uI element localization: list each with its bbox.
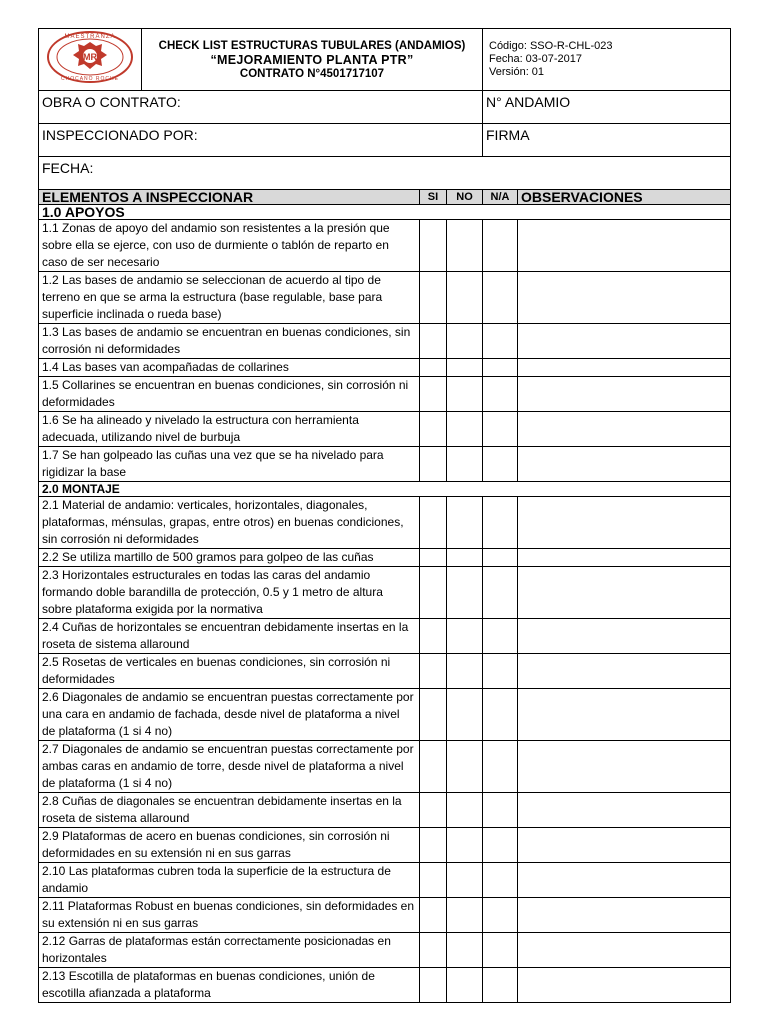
checklist-item-text: 2.8 Cuñas de diagonales se encuentran debidamente insertas en la roseta de sistema allaround [39, 793, 420, 828]
na-cell[interactable] [483, 497, 518, 549]
checklist-item-row [39, 619, 731, 654]
observaciones-cell[interactable] [518, 272, 731, 324]
na-cell[interactable] [483, 863, 518, 898]
company-logo-icon [44, 29, 136, 85]
na-cell[interactable] [483, 220, 518, 272]
no-cell[interactable] [447, 447, 483, 482]
no-cell[interactable] [447, 654, 483, 689]
na-cell[interactable] [483, 377, 518, 412]
title-line-3: CONTRATO N°4501717107 [239, 67, 385, 80]
no-cell[interactable] [447, 689, 483, 741]
no-cell[interactable] [447, 377, 483, 412]
no-cell[interactable] [447, 324, 483, 359]
na-cell[interactable] [483, 793, 518, 828]
na-cell[interactable] [483, 654, 518, 689]
checklist-item-text: 1.4 Las bases van acompañadas de collarines [39, 359, 420, 377]
si-cell[interactable] [420, 898, 447, 933]
observaciones-cell[interactable] [518, 359, 731, 377]
na-cell[interactable] [483, 272, 518, 324]
checklist-item-row [39, 741, 731, 793]
svg-text:MAESTRANZA: MAESTRANZA [64, 34, 116, 40]
observaciones-cell[interactable] [518, 933, 731, 968]
obra-field[interactable]: OBRA O CONTRATO: [39, 91, 483, 124]
no-cell[interactable] [447, 741, 483, 793]
observaciones-cell[interactable] [518, 828, 731, 863]
no-cell[interactable] [447, 549, 483, 567]
checklist-item-row [39, 933, 731, 968]
checklist-item-row [39, 377, 731, 412]
checklist-item-text: 2.5 Rosetas de verticales en buenas condiciones, sin corrosión ni deformidades [39, 654, 420, 689]
no-cell[interactable] [447, 412, 483, 447]
observaciones-cell[interactable] [518, 863, 731, 898]
checklist-item-text: 2.9 Plataformas de acero en buenas condiciones, sin corrosión ni deformidades en su extensión ni en sus garras [39, 828, 420, 863]
no-cell[interactable] [447, 968, 483, 1003]
checklist-item-text: 2.12 Garras de plataformas están correctamente posicionadas en horizontales [39, 933, 420, 968]
si-cell[interactable] [420, 828, 447, 863]
na-cell[interactable] [483, 567, 518, 619]
si-cell[interactable] [420, 793, 447, 828]
si-cell[interactable] [420, 619, 447, 654]
column-header-na: N/A [483, 190, 518, 205]
document-title [142, 29, 483, 91]
inspection-table-body [39, 190, 731, 1003]
inspeccionado-field[interactable]: INSPECCIONADO POR: [39, 124, 483, 157]
na-cell[interactable] [483, 741, 518, 793]
info-fields-table [38, 90, 731, 190]
checklist-item-row [39, 863, 731, 898]
checklist-item-text: 1.2 Las bases de andamio se seleccionan de acuerdo al tipo de terreno en que se arma la estructura (base regulable, base para superficie inclinada o rueda base) [39, 272, 420, 324]
checklist-sheet [38, 28, 730, 1003]
na-cell[interactable] [483, 968, 518, 1003]
observaciones-cell[interactable] [518, 220, 731, 272]
checklist-item-row [39, 412, 731, 447]
andamio-field[interactable]: N° ANDAMIO [483, 91, 731, 124]
company-logo [39, 29, 142, 91]
checklist-item-row [39, 324, 731, 359]
column-header-observaciones: OBSERVACIONES [518, 190, 731, 205]
no-cell[interactable] [447, 933, 483, 968]
no-cell[interactable] [447, 793, 483, 828]
checklist-item-row [39, 654, 731, 689]
na-cell[interactable] [483, 359, 518, 377]
column-header-si: SI [420, 190, 447, 205]
checklist-item-text: 1.1 Zonas de apoyo del andamio son resistentes a la presión que sobre ella se ejerce, con uso de durmiente o tablón de reparto en caso de ser necesario [39, 220, 420, 272]
si-cell[interactable] [420, 549, 447, 567]
document-version: Versión: 01 [489, 66, 545, 78]
si-cell[interactable] [420, 863, 447, 898]
section-row [39, 482, 731, 497]
si-cell[interactable] [420, 412, 447, 447]
observaciones-cell[interactable] [518, 377, 731, 412]
si-cell[interactable] [420, 272, 447, 324]
checklist-item-text: 2.4 Cuñas de horizontales se encuentran debidamente insertas en la roseta de sistema allaround [39, 619, 420, 654]
checklist-item-text: 2.7 Diagonales de andamio se encuentran puestas correctamente por ambas caras en andamio de torre, desde nivel de plataforma a nivel de plataforma (1 si 4 no) [39, 741, 420, 793]
si-cell[interactable] [420, 567, 447, 619]
title-line-2: “MEJORAMIENTO PLANTA PTR” [210, 52, 414, 67]
observaciones-cell[interactable] [518, 497, 731, 549]
checklist-item-row [39, 567, 731, 619]
checklist-item-text: 2.2 Se utiliza martillo de 500 gramos para golpeo de las cuñas [39, 549, 420, 567]
checklist-item-row [39, 898, 731, 933]
no-cell[interactable] [447, 272, 483, 324]
si-cell[interactable] [420, 741, 447, 793]
observaciones-cell[interactable] [518, 567, 731, 619]
no-cell[interactable] [447, 220, 483, 272]
si-cell[interactable] [420, 933, 447, 968]
si-cell[interactable] [420, 220, 447, 272]
observaciones-cell[interactable] [518, 549, 731, 567]
si-cell[interactable] [420, 359, 447, 377]
checklist-item-text: 2.3 Horizontales estructurales en todas las caras del andamio formando doble barandilla de protección, 0.5 y 1 metro de altura sobre plataforma exigida por la normativa [39, 567, 420, 619]
na-cell[interactable] [483, 619, 518, 654]
observaciones-cell[interactable] [518, 898, 731, 933]
checklist-item-text: 2.1 Material de andamio: verticales, horizontales, diagonales, plataformas, ménsulas, grapas, entre otros) en buenas condiciones, sin corrosión ni deformidades [39, 497, 420, 549]
na-cell[interactable] [483, 933, 518, 968]
observaciones-cell[interactable] [518, 689, 731, 741]
si-cell[interactable] [420, 377, 447, 412]
si-cell[interactable] [420, 968, 447, 1003]
no-cell[interactable] [447, 567, 483, 619]
si-cell[interactable] [420, 654, 447, 689]
na-cell[interactable] [483, 549, 518, 567]
title-line-1: CHECK LIST ESTRUCTURAS TUBULARES (ANDAMIOS) [158, 39, 466, 52]
observaciones-cell[interactable] [518, 793, 731, 828]
checklist-item-row [39, 447, 731, 482]
na-cell[interactable] [483, 689, 518, 741]
no-cell[interactable] [447, 359, 483, 377]
observaciones-cell[interactable] [518, 324, 731, 359]
observaciones-cell[interactable] [518, 447, 731, 482]
svg-text:CHOCANO ROCHE: CHOCANO ROCHE [60, 76, 120, 82]
checklist-item-text: 1.7 Se han golpeado las cuñas una vez que se ha nivelado para rigidizar la base [39, 447, 420, 482]
section-row [39, 205, 731, 220]
no-cell[interactable] [447, 863, 483, 898]
si-cell[interactable] [420, 447, 447, 482]
fecha-field[interactable]: FECHA: [39, 157, 731, 190]
no-cell[interactable] [447, 828, 483, 863]
na-cell[interactable] [483, 828, 518, 863]
observaciones-cell[interactable] [518, 968, 731, 1003]
na-cell[interactable] [483, 324, 518, 359]
observaciones-cell[interactable] [518, 654, 731, 689]
column-header-elementos: ELEMENTOS A INSPECCIONAR [39, 190, 420, 205]
no-cell[interactable] [447, 898, 483, 933]
table-header-row [39, 190, 731, 205]
column-header-no: NO [447, 190, 483, 205]
na-cell[interactable] [483, 412, 518, 447]
no-cell[interactable] [447, 497, 483, 549]
checklist-item-row [39, 689, 731, 741]
observaciones-cell[interactable] [518, 412, 731, 447]
svg-text:MR: MR [83, 52, 97, 62]
section-title: 2.0 MONTAJE [39, 482, 731, 497]
inspection-table [38, 189, 731, 1003]
si-cell[interactable] [420, 324, 447, 359]
checklist-item-text: 1.3 Las bases de andamio se encuentran en buenas condiciones, sin corrosión ni deformidades [39, 324, 420, 359]
checklist-item-row [39, 220, 731, 272]
checklist-item-text: 2.13 Escotilla de plataformas en buenas condiciones, unión de escotilla afianzada a plataforma [39, 968, 420, 1003]
document-code: Código: SSO-R-CHL-023 [489, 40, 613, 52]
no-cell[interactable] [447, 619, 483, 654]
si-cell[interactable] [420, 497, 447, 549]
si-cell[interactable] [420, 689, 447, 741]
checklist-item-row [39, 549, 731, 567]
section-title: 1.0 APOYOS [39, 205, 731, 220]
observaciones-cell[interactable] [518, 619, 731, 654]
document-date: Fecha: 03-07-2017 [489, 53, 582, 65]
checklist-item-text: 2.10 Las plataformas cubren toda la superficie de la estructura de andamio [39, 863, 420, 898]
observaciones-cell[interactable] [518, 741, 731, 793]
na-cell[interactable] [483, 447, 518, 482]
na-cell[interactable] [483, 898, 518, 933]
checklist-item-row [39, 968, 731, 1003]
header-table [38, 28, 731, 91]
checklist-item-row [39, 359, 731, 377]
checklist-item-text: 2.6 Diagonales de andamio se encuentran puestas correctamente por una cara en andamio de fachada, desde nivel de plataforma a nivel de plataforma (1 si 4 no) [39, 689, 420, 741]
checklist-item-row [39, 828, 731, 863]
document-control [483, 29, 731, 91]
firma-field[interactable]: FIRMA [483, 124, 731, 157]
checklist-item-text: 1.6 Se ha alineado y nivelado la estructura con herramienta adecuada, utilizando nivel de burbuja [39, 412, 420, 447]
checklist-item-text: 2.11 Plataformas Robust en buenas condiciones, sin deformidades en su extensión ni en sus garras [39, 898, 420, 933]
checklist-item-row [39, 497, 731, 549]
checklist-item-text: 1.5 Collarines se encuentran en buenas condiciones, sin corrosión ni deformidades [39, 377, 420, 412]
checklist-item-row [39, 272, 731, 324]
checklist-item-row [39, 793, 731, 828]
